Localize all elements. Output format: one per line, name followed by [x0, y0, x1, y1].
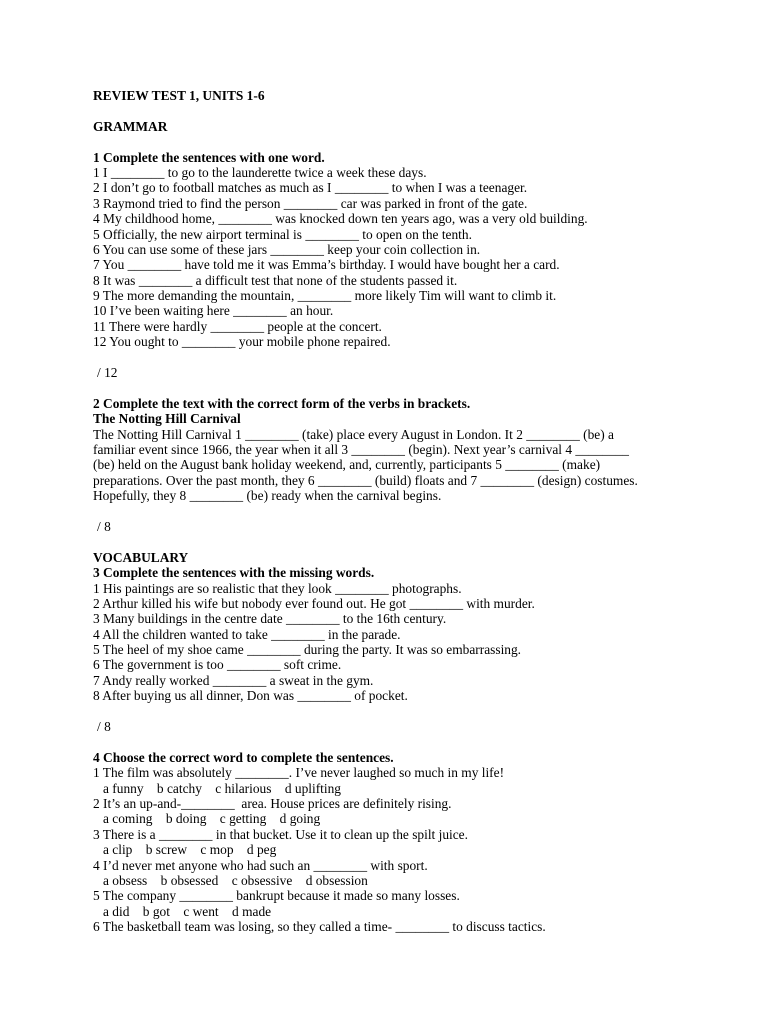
test-content: [93, 88, 713, 934]
sentence-item: 3 Many buildings in the centre date ________ to the 16th century.: [93, 611, 447, 627]
question-item: 1 The film was absolutely ________. I’ve never laughed so much in my life!: [93, 765, 505, 781]
section-1-instruction: 1 Complete the sentences with one word.: [93, 149, 325, 165]
sentence-item: 2 Arthur killed his wife but nobody ever found out. He got ________ with murder.: [93, 595, 535, 611]
section-3-score: / 8: [97, 719, 111, 735]
sentence-item: 5 The heel of my shoe came ________ during the party. It was so embarrassing.: [93, 642, 522, 658]
vocabulary-heading: VOCABULARY: [93, 549, 189, 565]
question-item: 3 There is a ________ in that bucket. Use it to clean up the spilt juice.: [93, 826, 468, 842]
answer-options: a coming b doing c getting d going: [103, 811, 321, 827]
sentence-item: 10 I’ve been waiting here ________ an hour.: [93, 303, 334, 319]
text-line: Hopefully, they 8 ________ (be) ready when the carnival begins.: [93, 488, 442, 504]
sentence-item: 6 The government is too ________ soft crime.: [93, 657, 342, 673]
section-2: [93, 396, 713, 550]
text-line: (be) held on the August bank holiday weekend, and, currently, participants 5 ________ (make): [93, 457, 601, 473]
section-2-subtitle: The Notting Hill Carnival: [93, 411, 241, 427]
section-3-instruction: 3 Complete the sentences with the missing words.: [93, 565, 375, 581]
sentence-item: 3 Raymond tried to find the person ________ car was parked in front of the gate.: [93, 195, 528, 211]
sentence-item: 7 Andy really worked ________ a sweat in the gym.: [93, 672, 374, 688]
sentence-item: 4 All the children wanted to take ________ in the parade.: [93, 626, 401, 642]
sentence-item: 6 You can use some of these jars ________ keep your coin collection in.: [93, 241, 481, 257]
section-3: [93, 550, 713, 750]
question-item: 6 The basketball team was losing, so they called a time- ________ to discuss tactics.: [93, 919, 546, 935]
text-line: preparations. Over the past month, they 6 ________ (build) floats and 7 ________ (design) costumes.: [93, 472, 638, 488]
sentence-item: 2 I don’t go to football matches as much as I ________ to when I was a teenager.: [93, 180, 528, 196]
section-2-score: / 8: [97, 518, 111, 534]
text-line: familiar event since 1966, the year when it all 3 ________ (begin). Next year’s carnival 4 ________: [93, 441, 629, 457]
question-item: 5 The company ________ bankrupt because it made so many losses.: [93, 888, 460, 904]
sentence-item: 12 You ought to ________ your mobile phone repaired.: [93, 334, 391, 350]
section-1-score: / 12: [97, 365, 118, 381]
sentence-item: 7 You ________ have told me it was Emma’s birthday. I would have bought her a card.: [93, 257, 560, 273]
sentence-item: 9 The more demanding the mountain, ________ more likely Tim will want to climb it.: [93, 288, 557, 304]
question-item: 2 It’s an up-and-________ area. House prices are definitely rising.: [93, 795, 452, 811]
answer-options: a did b got c went d made: [103, 903, 272, 919]
answer-options: a clip b screw c mop d peg: [103, 842, 277, 858]
sentence-item: 5 Officially, the new airport terminal is ________ to open on the tenth.: [93, 226, 472, 242]
question-item: 4 I’d never met anyone who had such an ________ with sport.: [93, 857, 428, 873]
section-4-instruction: 4 Choose the correct word to complete the sentences.: [93, 749, 394, 765]
test-title: REVIEW TEST 1, UNITS 1-6: [93, 88, 265, 103]
section-1: [93, 150, 713, 396]
grammar-heading: GRAMMAR: [93, 118, 168, 134]
sentence-item: 8 It was ________ a difficult test that none of the students passed it.: [93, 272, 458, 288]
sentence-item: 4 My childhood home, ________ was knocked down ten years ago, was a very old building.: [93, 211, 588, 227]
sentence-item: 11 There were hardly ________ people at the concert.: [93, 318, 382, 334]
sentence-item: 8 After buying us all dinner, Don was ________ of pocket.: [93, 688, 408, 704]
sentence-item: 1 His paintings are so realistic that they look ________ photographs.: [93, 580, 462, 596]
section-2-instruction: 2 Complete the text with the correct form of the verbs in brackets.: [93, 395, 471, 411]
answer-options: a obsess b obsessed c obsessive d obsession: [103, 872, 368, 888]
answer-options: a funny b catchy c hilarious d uplifting: [103, 780, 342, 796]
sentence-item: 1 I ________ to go to the launderette twice a week these days.: [93, 164, 427, 180]
text-line: The Notting Hill Carnival 1 ________ (take) place every August in London. It 2 ________ (be) a: [93, 426, 615, 442]
section-4: [93, 750, 713, 935]
